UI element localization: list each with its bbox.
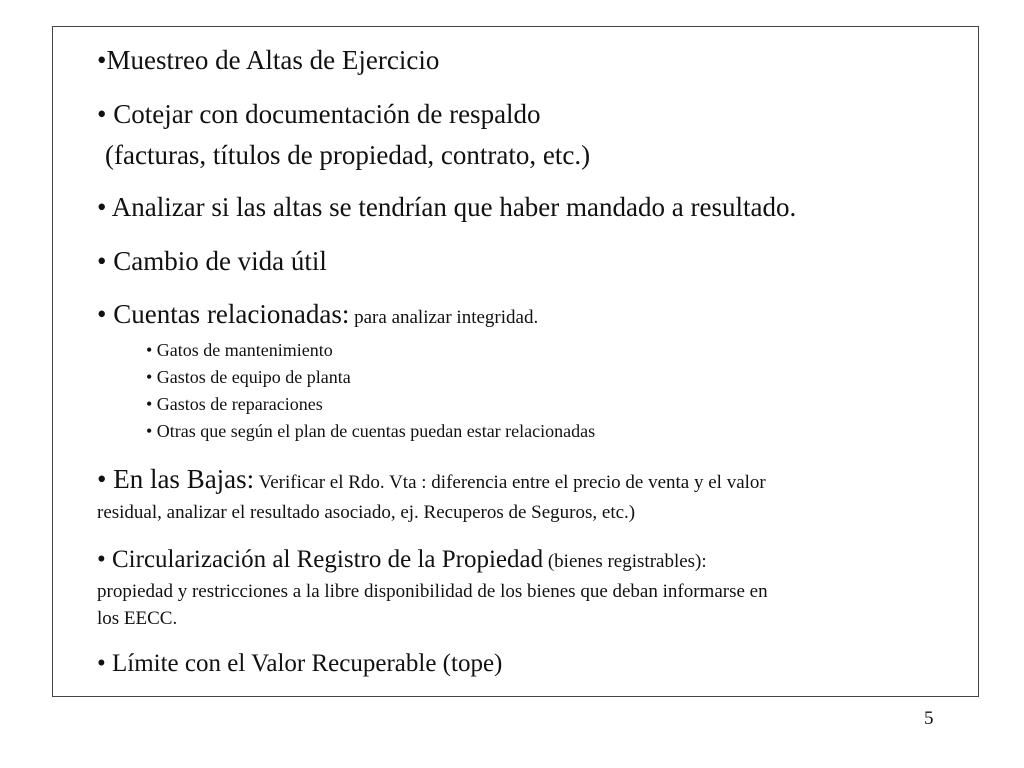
bullet-cambio-vida-util: • Cambio de vida útil — [97, 246, 327, 276]
bullet-analizar: • Analizar si las altas se tendrían que haber mandado a resultado. — [97, 192, 797, 222]
circ-note: (bienes registrables): — [543, 551, 707, 572]
cuentas-heading: • Cuentas relacionadas: — [97, 299, 350, 329]
circ-text-2: los EECC. — [97, 608, 178, 629]
sub-item: • Gatos de mantenimiento — [146, 340, 333, 360]
cuentas-note: para analizar integridad. — [349, 307, 539, 328]
bajas-text-1: Verificar el Rdo. Vta : diferencia entre el precio de venta y el valor — [254, 472, 766, 493]
bullet-cotejar: • Cotejar con documentación de respaldo — [97, 99, 541, 129]
sub-item: • Gastos de reparaciones — [146, 394, 323, 414]
bullet-circularizacion — [97, 547, 707, 572]
page-number: 5 — [924, 708, 934, 729]
bullet-cotejar-detail: (facturas, títulos de propiedad, contrato, etc.) — [105, 140, 591, 170]
circ-text-1: propiedad y restricciones a la libre disponibilidad de los bienes que deban informarse en — [97, 581, 768, 602]
bullet-muestreo: •Muestreo de Altas de Ejercicio — [97, 45, 440, 75]
bullet-limite: • Límite con el Valor Recuperable (tope) — [97, 650, 503, 677]
bajas-text-2: residual, analizar el resultado asociado, ej. Recuperos de Seguros, etc.) — [97, 502, 636, 523]
sub-item: • Otras que según el plan de cuentas puedan estar relacionadas — [146, 421, 596, 441]
bajas-heading: • En las Bajas: — [97, 464, 255, 494]
circ-heading: • Circularización al Registro de la Propiedad — [97, 546, 544, 573]
bullet-bajas — [97, 466, 766, 493]
sub-item: • Gastos de equipo de planta — [146, 367, 351, 387]
bullet-cuentas-relacionadas — [97, 301, 538, 328]
